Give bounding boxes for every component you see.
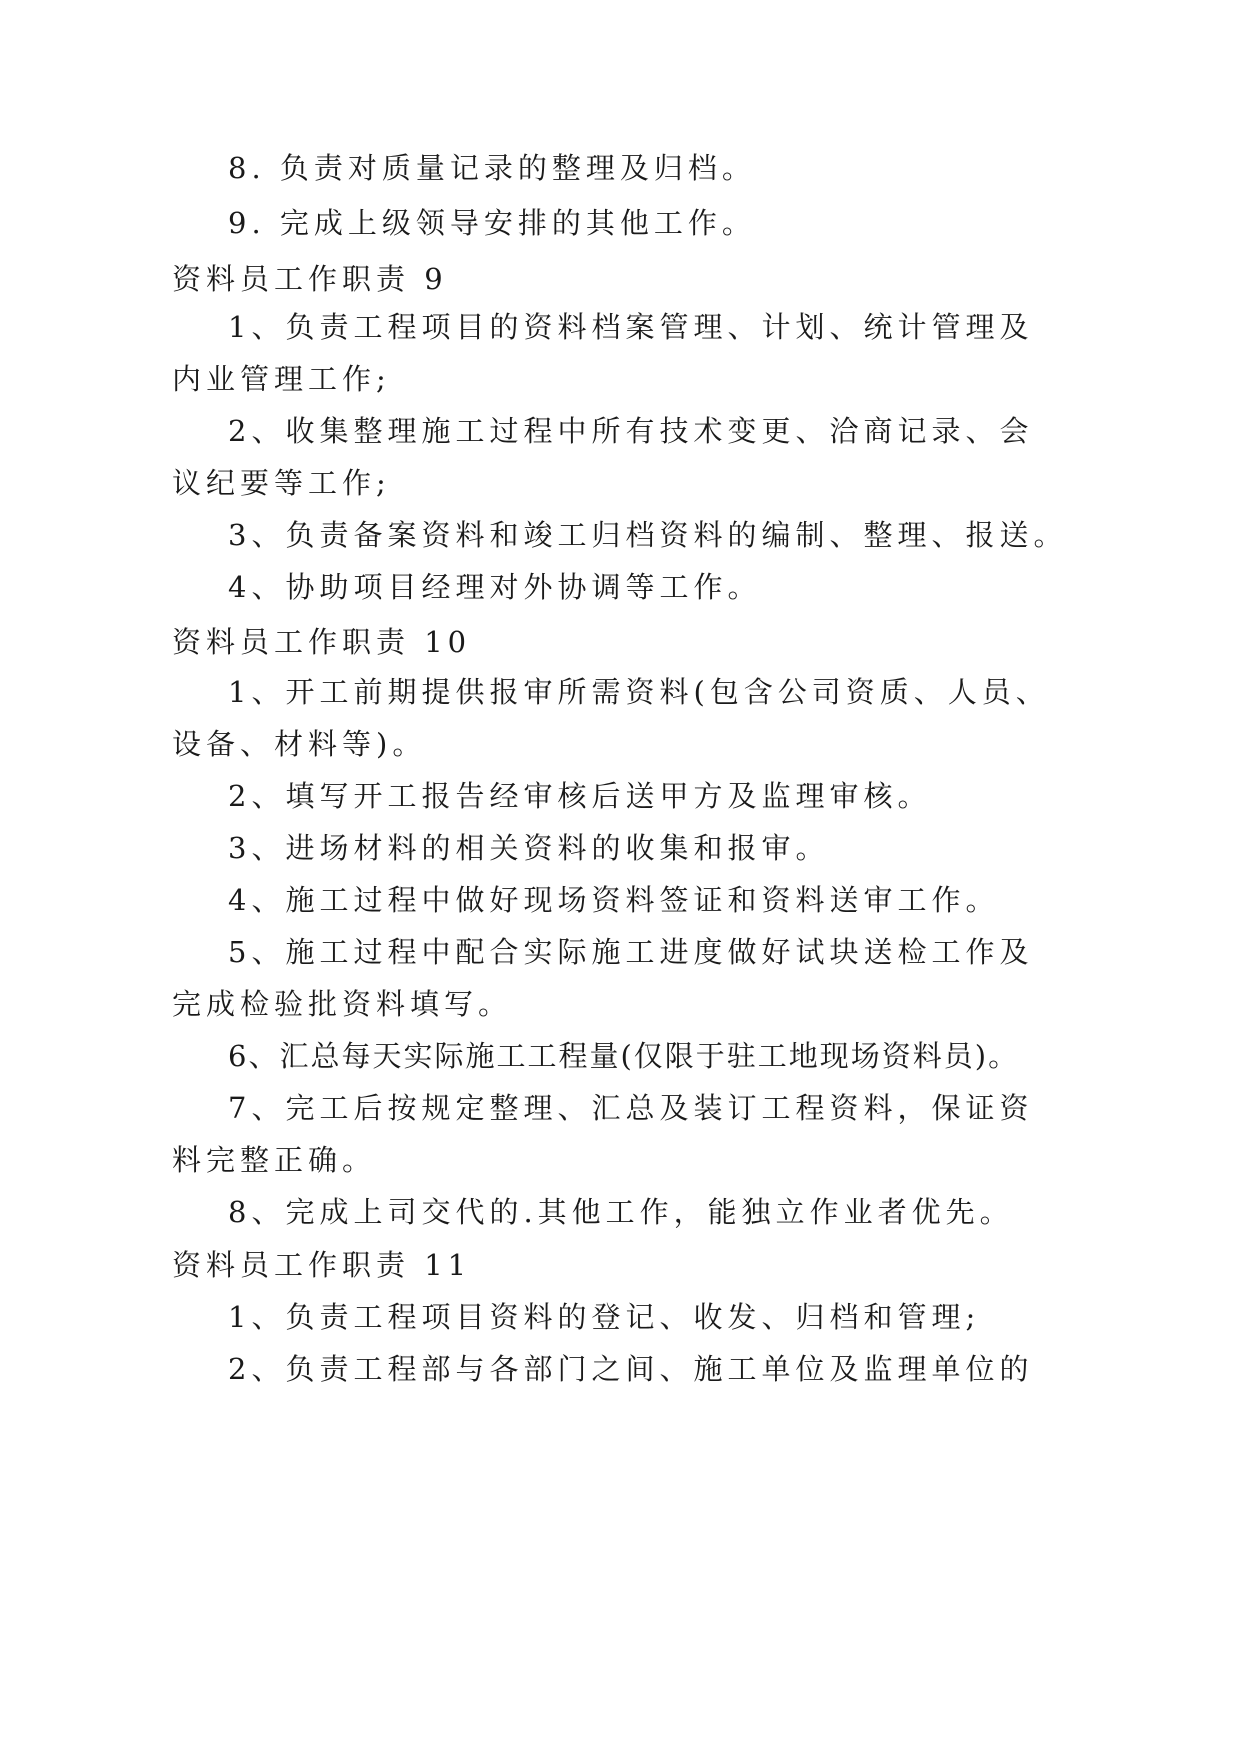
section-heading: 资料员工作职责 9 <box>172 262 448 296</box>
text-line: 4、施工过程中做好现场资料签证和资料送审工作。 <box>228 883 1000 917</box>
text-line: 设备、材料等)。 <box>172 727 427 761</box>
text-line: 议纪要等工作; <box>172 466 391 500</box>
text-line: 料完整正确。 <box>172 1143 377 1177</box>
text-line: 2、负责工程部与各部门之间、施工单位及监理单位的 <box>228 1352 1034 1386</box>
text-line: 3、进场材料的相关资料的收集和报审。 <box>228 831 830 865</box>
text-line: 6、汇总每天实际施工工程量(仅限于驻工地现场资料员)。 <box>228 1039 1020 1073</box>
text-line: 9. 完成上级领导安排的其他工作。 <box>228 206 756 240</box>
text-line: 2、填写开工报告经审核后送甲方及监理审核。 <box>228 779 932 813</box>
text-line: 4、协助项目经理对外协调等工作。 <box>228 570 762 604</box>
text-line: 8. 负责对质量记录的整理及归档。 <box>228 151 756 185</box>
text-line: 7、完工后按规定整理、汇总及装订工程资料，保证资 <box>228 1091 1034 1125</box>
text-line: 内业管理工作; <box>172 362 391 396</box>
text-line: 1、开工前期提供报审所需资料(包含公司资质、人员、 <box>228 675 1050 709</box>
text-line: 完成检验批资料填写。 <box>172 987 513 1021</box>
text-line: 8、完成上司交代的.其他工作，能独立作业者优先。 <box>228 1195 1014 1229</box>
text-line: 3、负责备案资料和竣工归档资料的编制、整理、报送。 <box>228 518 1068 552</box>
text-line: 5、施工过程中配合实际施工进度做好试块送检工作及 <box>228 935 1034 969</box>
text-line: 1、负责工程项目资料的登记、收发、归档和管理; <box>228 1300 981 1334</box>
section-heading: 资料员工作职责 10 <box>172 625 472 659</box>
text-line: 2、收集整理施工过程中所有技术变更、洽商记录、会 <box>228 414 1034 448</box>
section-heading: 资料员工作职责 11 <box>172 1248 472 1282</box>
text-line: 1、负责工程项目的资料档案管理、计划、统计管理及 <box>228 310 1034 344</box>
